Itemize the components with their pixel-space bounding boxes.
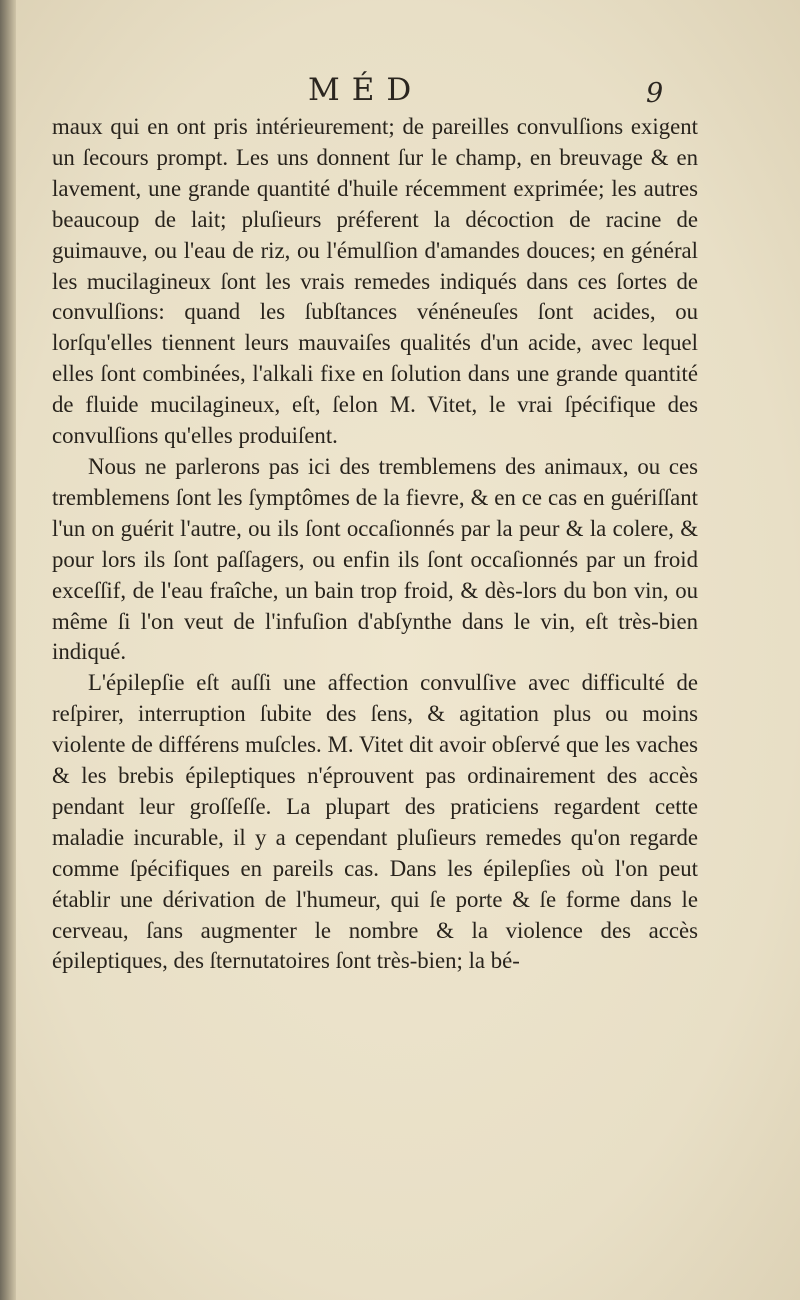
page-binding-edge — [0, 0, 16, 1300]
paragraph-epilepsie: L'épilepſie eſt auſſi une affection convulſive avec difficulté de reſpirer, interruption ſubite des ſens, & agitation plus ou moins violente de différens muſcles. M. Vitet dit avoir obſervé que les vaches & les brebis épileptiques n'éprouvent pas ordinairement des accès pendant leur groſſeſſe. La plupart des praticiens regardent cette maladie incurable, il y a cependant pluſieurs remedes qu'on regarde comme ſpécifiques en pareils cas. Dans les épilepſies où l'on peut établir une dérivation de l'humeur, qui ſe porte & ſe forme dans le cerveau, ſans augmenter le nombre & la violence des accès épileptiques, des ſternutatoires ſont très-bien; la bé- — [52, 670, 698, 974]
paragraph-continuation: maux qui en ont pris intérieurement; de pareilles convulſions exigent un ſecours prompt. Les uns donnent ſur le champ, en breuvage & en lavement, une grande quantité d'huile récemment exprimée; les autres beaucoup de lait; pluſieurs préferent la décoction de racine de guimauve, ou l'eau de riz, ou l'émulſion d'amandes douces; en général les mucilagineux ſont les vrais remedes indiqués dans ces ſortes de convulſions: quand les ſubſtances vénéneuſes ſont acides, ou lorſqu'elles tiennent leurs mauvaiſes qualités d'un acide, avec lequel elles ſont combinées, l'alkali fixe en ſolution dans une grande quantité de fluide mucilagineux, eſt, ſelon M. Vitet, le vrai ſpécifique des convulſions qu'elles produiſent. — [52, 114, 698, 449]
page-number: 9 — [646, 78, 664, 109]
paragraph-tremblemens: Nous ne parlerons pas ici des tremblemens des animaux, ou ces tremblemens ſont les ſymptômes de la fievre, & en ce cas en guériſſant l'un on guérit l'autre, ou ils ſont occaſionnés par la peur & la colere, & pour lors ils ſont paſſagers, ou enfin ils ſont occaſionnés par un froid exceſſif, de l'eau fraîche, un bain trop froid, & dès-lors du bon vin, ou même ſi l'on veut de l'infuſion d'abſynthe dans le vin, eſt très-bien indiqué. — [52, 453, 698, 665]
page-header — [0, 72, 800, 112]
body-text — [52, 112, 698, 977]
running-head: MÉD — [308, 72, 424, 108]
